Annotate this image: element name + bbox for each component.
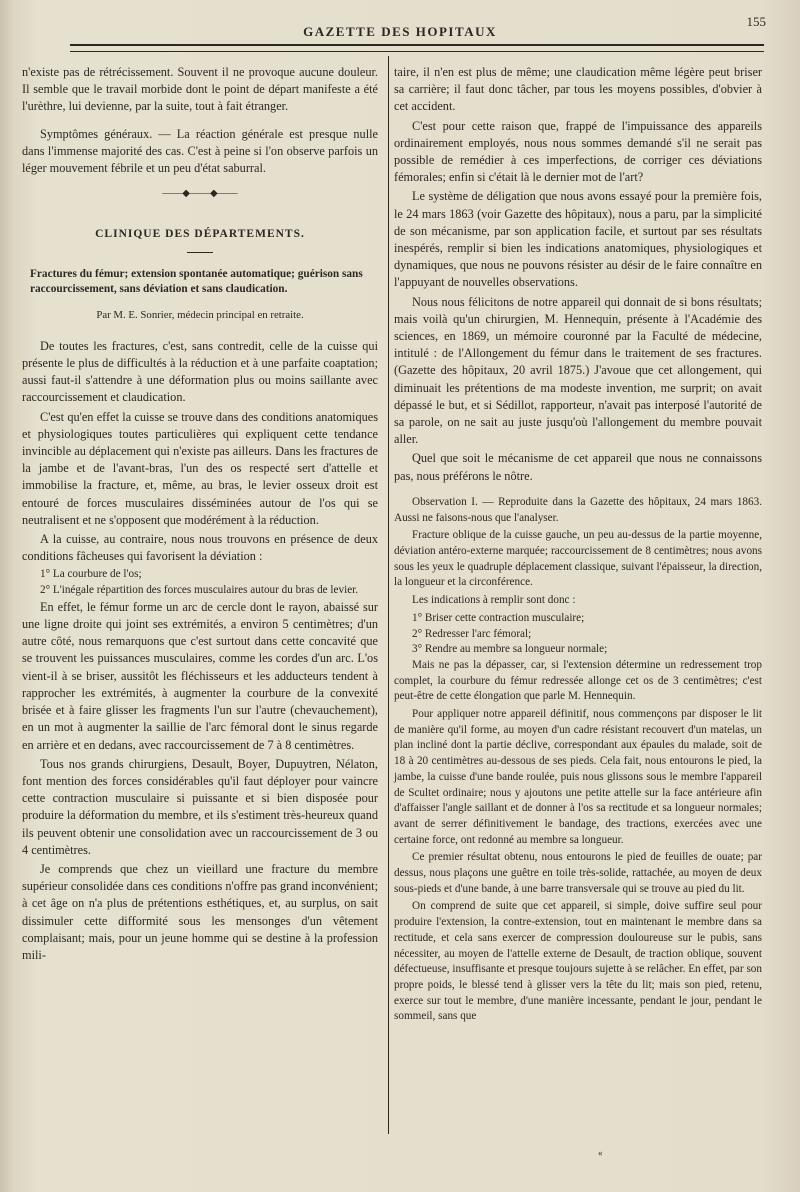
- paragraph: Mais ne pas la dépasser, car, si l'extension détermine un redressement trop complet, la courbure du fémur redressée allonge cet os de 3 centimètres; c'est peut-être de cette élongation que parle M. Hennequin.: [394, 658, 762, 703]
- article-title: Fractures du fémur; extension spontanée automatique; guérison sans raccourcissement, sans déviation et sans claudication.: [30, 267, 363, 295]
- left-column: [22, 64, 378, 966]
- list-item: 2° Redresser l'arc fémoral;: [412, 627, 532, 640]
- ornamental-divider: ——◆——◆——: [162, 188, 238, 200]
- list-item: 1° Briser cette contraction musculaire;: [412, 611, 585, 624]
- paragraph: C'est qu'en effet la cuisse se trouve dans des conditions anatomiques et physiologiques toutes particulières qui expliquent cette tendance invincible au déplacement qui n'existe pas ailleurs. Dans les fractures de la jambe et de l'avant-bras, l'un des os respecté sert d'attelle et immobilise la fracture, et, même, au bras, le levier osseux droit est entouré de forces musculaires disséminées autour de l'os qui se neutralisent et ne s'opposent que modérément à la réduction.: [22, 409, 378, 527]
- paragraph: Pour appliquer notre appareil définitif, nous commençons par disposer le lit de manière qu'il forme, au moyen d'un cadre résistant recouvert d'un matelas, un plan incliné dont la partie déclive, correspondant aux épaules du malade, soit de 18 à 20 centimètres au-dessous de ses pieds. Cela fait, nous entourons le pied, la jambe, la cuisse d'une bande roulée, puis nous glissons sous le membre l'appareil de Scultet ordinaire; nous y ajoutons une petite attelle sur la face antérieure afin d'affaisser l'angle saillant et de donner à l'os sa rectitude et sa longueur normales; avant de serrer définitivement le bandage, des tractions, exercées avec une certaine force, ont redonné au membre sa longueur.: [394, 708, 762, 846]
- paragraph: A la cuisse, au contraire, nous nous trouvons en présence de deux conditions fâcheuses qui favorisent la déviation :: [22, 532, 378, 564]
- spacer: [394, 487, 762, 495]
- paragraph: Quel que soit le mécanisme de cet appareil que nous ne connaissons pas, nous préférons le nôtre.: [394, 451, 762, 483]
- short-rule: [187, 252, 213, 253]
- list-item: 1° La courbure de l'os;: [40, 568, 142, 581]
- paragraph: Symptômes généraux. — La réaction générale est presque nulle dans l'immense majorité des cas. C'est à peine si l'on observe parfois un léger mouvement fébrile et un peu d'état saburral.: [22, 126, 378, 176]
- paragraph: Je comprends que chez un vieillard une fracture du membre supérieur consolidée dans ces conditions n'offre pas grand inconvénient; à cet âge on n'a plus de prétentions esthétiques, et, au surplus, on sait dissimuler cette difformité sous les mensonges d'un vêtement complaisant; mais, pour un jeune homme qui se destine à la profession mili-: [22, 861, 378, 962]
- list-item: 3° Rendre au membre sa longueur normale;: [412, 643, 608, 656]
- paragraph: Nous nous félicitons de notre appareil qui donnait de si bons résultats; mais voilà qu'un chirurgien, M. Hennequin, présente à l'Académie des sciences, en 1869, un mémoire couronné par la Faculté de médecine, intitulé : de l'Allongement du fémur dans le traitement de ses fractures. (Gazette des hôpitaux, 20 avril 1875.) J'avoue que cet allongement, qui diminuait les prétentions de ma modeste invention, me surprit; on avait dépassé le but, et si Sédillot, rapporteur, n'avait pas interposé l'autorité de sa parole, on ne sait au juste jusqu'où l'allongement du membre pouvait aller.: [394, 294, 762, 447]
- spacer: [22, 210, 378, 218]
- spacer: [22, 118, 378, 126]
- page-title: GAZETTE DES HOPITAUX: [303, 24, 497, 39]
- column-divider: [388, 56, 389, 1134]
- paragraph: C'est pour cette raison que, frappé de l'impuissance des appareils ordinairement employés, nous nous sommes demandé s'il ne serait pas possible de remédier à ces imperfections, de corriger ces déviations fémorales; enfin si c'était là le dernier mot de l'art?: [394, 118, 762, 185]
- paragraph: En effet, le fémur forme un arc de cercle dont le rayon, abaissé sur une ligne droite qui joint ses extrémités, a environ 5 centimètres; d'un autre côté, nous remarquons que c'est surtout dans cette concavité que se trouvent les puissances musculaires, comme les cordes d'un arc. L'os vient-il à se briser, aussitôt les fléchisseurs et les adducteurs tendent à rapprocher les extrémités, à augmenter la courbure de la convexité brisée et à faire glisser les fragments l'un sur l'autre (chevauchement), en un mot à augmenter la saillie de l'arc fémoral dont le sinus regarde en arrière et en dedans, avec raccourcissement de 7 à 8 centimètres.: [22, 599, 378, 752]
- paragraph: Ce premier résultat obtenu, nous entourons le pied de feuilles de ouate; par dessus, nous plaçons une guêtre en toile très-solide, rattachée, au moyen de deux sous-pieds et d'une bande, à une barre transversale qui se trouve au pied du lit.: [394, 851, 762, 895]
- list-item: 2° L'inégale répartition des forces musculaires autour du bras de levier.: [40, 584, 359, 597]
- section-title: CLINIQUE DES DÉPARTEMENTS.: [95, 228, 305, 241]
- paragraph: taire, il n'en est plus de même; une claudication même légère peut briser sa carrière; il faut donc tâcher, par tous les moyens possibles, d'obvier à cet accident.: [394, 65, 762, 114]
- byline: Par M. E. Sonrier, médecin principal en retraite.: [96, 308, 304, 321]
- paragraph: Tous nos grands chirurgiens, Desault, Boyer, Dupuytren, Nélaton, font mention des forces considérables qu'il faut déployer pour vaincre cette contraction musculaire si puissante et si bien disposée pour produire la déformation du membre, et ils s'estiment très-heureux quand ils peuvent obtenir une consolidation avec un raccourcissement de 3 ou 4 centimètres.: [22, 756, 378, 857]
- paragraph: De toutes les fractures, c'est, sans contredit, celle de la cuisse qui présente le plus de difficultés à la réduction et à une parfaite coaptation; aussi faut-il s'attendre à une déformation plus ou moins saillante avec raccourcissement et claudication.: [22, 338, 378, 405]
- paragraph: On comprend de suite que cet appareil, si simple, doive suffire seul pour produire l'extension, la contre-extension, tout en maintenant le membre dans sa rectitude, et cela sans exercer de compression douloureuse sur le pubis, sans nécessiter, au moyen de l'attelle externe de Desault, de traction oblique, souvent défectueuse, insuffisante et presque toujours sujette à se relâcher. En effet, par son propre poids, le blessé tend à glisser vers la tête du lit; mais son pied, retenu, exerce sur tout le membre, d'une manière incessante, pendant le jour, pendant le sommeil, sans que: [394, 900, 762, 1023]
- paragraph: Les indications à remplir sont donc :: [412, 594, 576, 607]
- observation-heading: Observation I. — Reproduite dans la Gazette des hôpitaux, 24 mars 1863. Aussi ne faisons-nous que l'analyser.: [394, 495, 762, 524]
- page-number: 155: [746, 14, 766, 29]
- header-rule: [70, 44, 764, 52]
- paragraph: Fracture oblique de la cuisse gauche, un peu au-dessus de la partie moyenne, déviation antéro-externe marquée; raccourcissement de 8 centimètres; nous avons sous les yeux le quadruple déplacement classique, suivant l'épaisseur, la direction, la longueur et la circonférence.: [394, 529, 762, 589]
- right-column: [394, 64, 762, 1027]
- footer-mark: «: [598, 1148, 603, 1158]
- paragraph: Le système de déligation que nous avons essayé pour la première fois, le 24 mars 1863 (voir Gazette des hôpitaux), nous a paru, par la simplicité de son mécanisme, par son application facile, et surtout par ses résultats inespérés, remplir si bien les indications anatomiques, physiologiques et dynamiques, que nous ne pouvons résister au désir de le faire connaître en l'appuyant de nouvelles observations.: [394, 189, 762, 290]
- paragraph: n'existe pas de rétrécissement. Souvent il ne provoque aucune douleur. Il semble que le travail morbide dont le point de départ manifeste a été l'urèthre, lui devienne, par la suite, tout à fait étranger.: [22, 65, 378, 114]
